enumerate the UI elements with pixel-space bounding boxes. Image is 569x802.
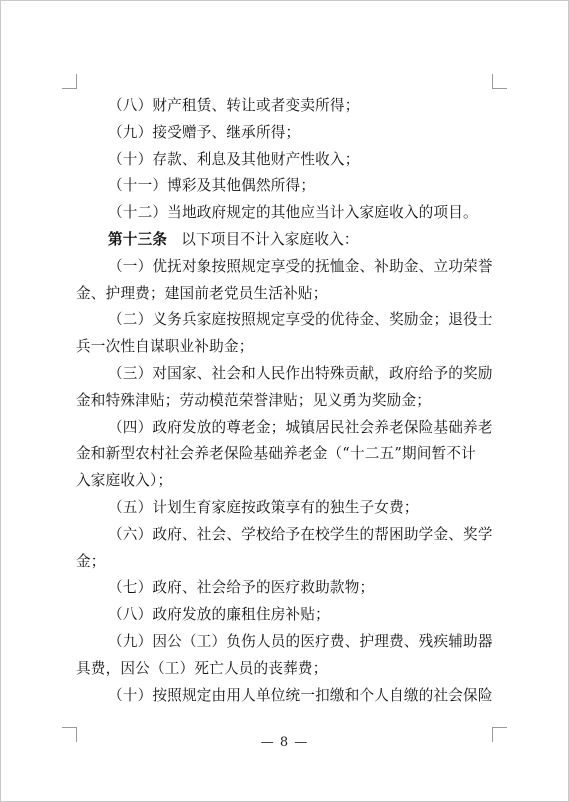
document-body: [76, 93, 494, 709]
corner-mark-top-left: [62, 74, 77, 89]
text-line: （十）存款、利息及其他财产性收入；: [108, 150, 360, 168]
article-text: 以下项目不计入家庭收入：: [181, 230, 359, 248]
text-line: （三）对国家、社会和人民作出特殊贡献，政府给予的奖励: [108, 364, 493, 382]
text-line: 入家庭收入）；: [76, 472, 173, 490]
corner-mark-top-right: [492, 74, 507, 89]
text-line: （一）优抚对象按照规定享受的抚恤金、补助金、立功荣誉: [108, 257, 493, 275]
text-line: （六）政府、社会、学校给予在校学生的帮困助学金、奖学: [108, 525, 493, 543]
text-line: 金和新型农村社会养老保险基础养老金（“十二五”期间暂不计: [76, 445, 476, 463]
text-line: （七）政府、社会给予的医疗救助款物；: [108, 579, 375, 597]
text-line: 金；: [76, 552, 106, 570]
text-line: （二）义务兵家庭按照规定享受的优待金、奖励金；退役士: [108, 311, 493, 329]
article-heading: [76, 227, 494, 254]
text-line: （八）财产租赁、转让或者变卖所得；: [108, 97, 360, 114]
text-line: （八）政府发放的廉租住房补贴；: [108, 606, 330, 624]
text-line: 兵一次性自谋职业补助金；: [76, 338, 254, 356]
page-number: — 8 —: [260, 735, 309, 750]
text-line: （十）按照规定由用人单位统一扣缴和个人自缴的社会保险: [108, 686, 493, 704]
text-line: 具费，因公（工）死亡人员的丧葬费；: [76, 659, 328, 677]
text-line: （九）因公（工）负伤人员的医疗费、护理费、残疾辅助器: [108, 632, 493, 650]
text-line: （四）政府发放的尊老金；城镇居民社会养老保险基础养老: [108, 418, 493, 436]
text-line: 金和特殊津贴；劳动模范荣誉津贴；见义勇为奖励金；: [76, 391, 432, 409]
text-line: 金、护理费；建国前老党员生活补贴；: [76, 284, 328, 302]
text-line: （十二）当地政府规定的其他应当计入家庭收入的项目。: [108, 204, 478, 222]
article-title: 第十三条: [108, 230, 168, 248]
text-line: （五）计划生育家庭按政策享有的独生子女费；: [108, 498, 419, 516]
text-line: （九）接受赠予、继承所得；: [108, 123, 301, 141]
text-line: （十一）博彩及其他偶然所得；: [108, 177, 316, 195]
